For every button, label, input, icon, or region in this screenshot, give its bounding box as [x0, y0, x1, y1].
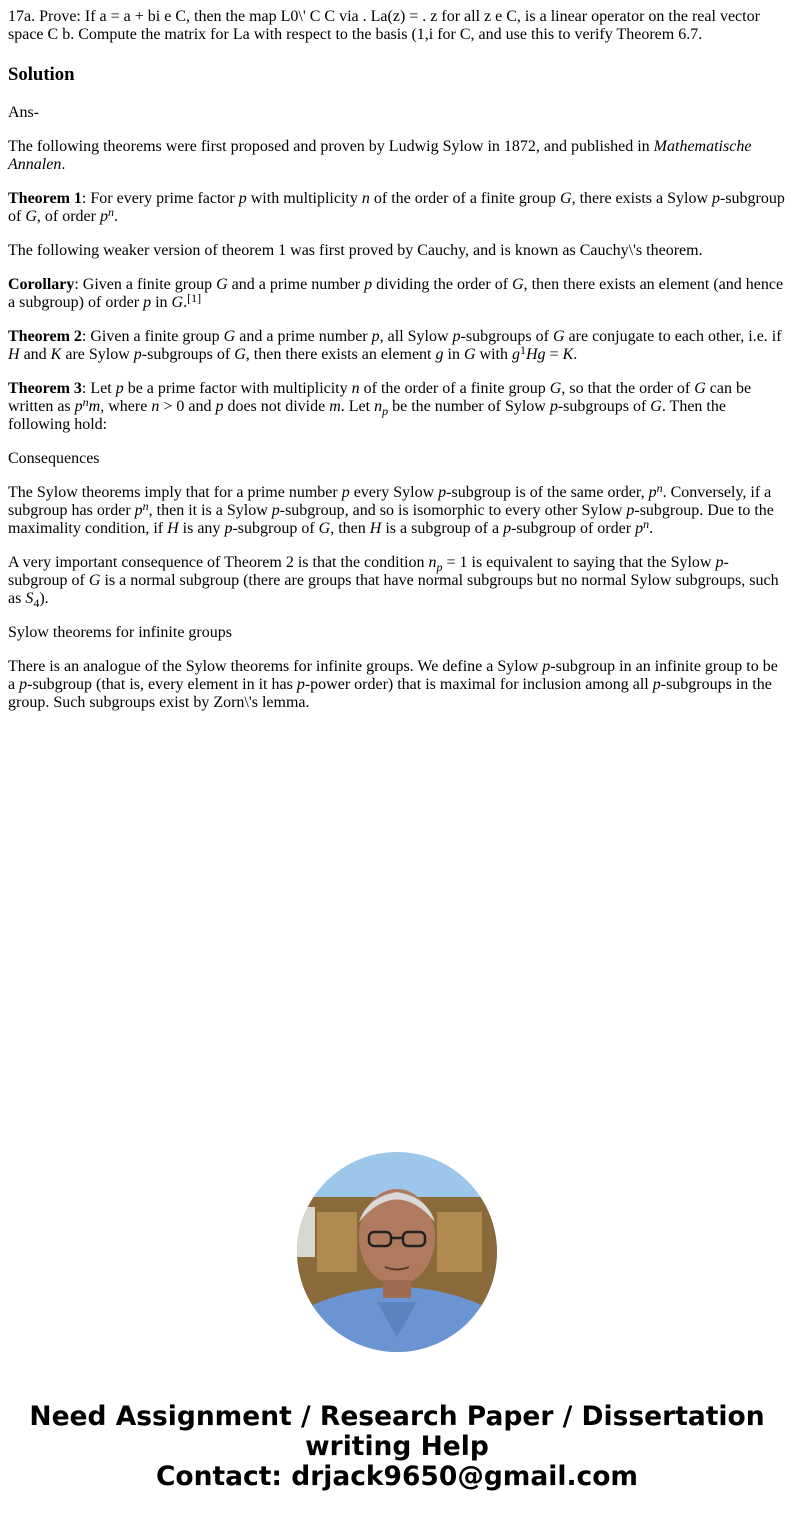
- promo-line-1: Need Assignment / Research Paper / Dissertation: [29, 1401, 765, 1432]
- consequences-paragraph-2: A very important consequence of Theorem 2 is that the condition $n_p = 1$ is equivalent to saying that the Sylow p-subgroup of G is a normal subgroup (there are groups that have normal subgroups but no normal Sylow subgroups, such as $S_4$).: [8, 554, 779, 610]
- answer-label: Ans-: [8, 104, 40, 121]
- theorem-3: Theorem 3: Let p be a prime factor with multiplicity n of the order of a finite group G, so that the order of G can be written as $p^nm$, where n > 0 and p does not divide m. Let $n_p$ be the number of Sylow p-subgroups of G. Then the following hold:: [8, 380, 752, 433]
- journal-name: Mathematische Annalen: [8, 138, 752, 173]
- consequences-heading: Consequences: [8, 450, 100, 467]
- theorem-2: Theorem 2: Given a finite group G and a prime number p, all Sylow p-subgroups of G are conjugate to each other, i.e. if H and K are Sylow p-subgroups of G, then there exists an element g in G with $g^1Hg = K$.: [8, 328, 782, 363]
- question-text: 17a. Prove: If a = a + bi e C, then the map L0\' C C via . La(z) = . z for all z e C, is a linear operator on the real vector space C b. Compute the matrix for La with respect to the basis (1,i for C, and use this to verify Theorem 6.7.: [8, 8, 760, 43]
- infinite-groups-paragraph: There is an analogue of the Sylow theorems for infinite groups. We define a Sylow p-subgroup in an infinite group to be a p-subgroup (that is, every element in it has p-power order) that is maximal for inclusion among all p-subgroups in the group. Such subgroups exist by Zorn\'s lemma.: [8, 658, 778, 711]
- corollary: Corollary: Given a finite group G and a prime number p dividing the order of G, then there exists an element (and hence a subgroup) of order p in G.[1]: [8, 276, 784, 311]
- intro-paragraph: The following theorems were first proposed and proven by Ludwig Sylow in 1872, and published in Mathematische Annalen.: [8, 138, 752, 173]
- theorem-2-label: Theorem 2: [8, 328, 82, 345]
- consequences-paragraph-1: The Sylow theorems imply that for a prime number p every Sylow p-subgroup is of the same order, $p^n$. Conversely, if a subgroup has order $p^n$, then it is a Sylow p-subgroup, and so is isomorphic to every other Sylow p-subgroup. Due to the maximality condition, if H is any p-subgroup of G, then H is a subgroup of a p-subgroup of order $p^n$.: [8, 481, 774, 537]
- solution-heading: Solution: [8, 64, 75, 85]
- promo-contact[interactable]: Contact: drjack9650@gmail.com: [155, 1461, 639, 1492]
- citation-link[interactable]: [1]: [187, 291, 202, 305]
- theorem-1-label: Theorem 1: [8, 190, 82, 207]
- author-portrait-image: [297, 1152, 497, 1352]
- infinite-groups-heading: Sylow theorems for infinite groups: [8, 624, 232, 641]
- theorem-3-label: Theorem 3: [8, 380, 82, 397]
- corollary-label: Corollary: [8, 276, 75, 293]
- promo-text: [0, 1402, 794, 1492]
- article-content: [8, 8, 786, 728]
- theorem-1: Theorem 1: For every prime factor p with multiplicity n of the order of a finite group G, there exists a Sylow p-subgroup of G, of order $p^n$.: [8, 190, 785, 225]
- author-avatar: [297, 1152, 497, 1352]
- promo-line-2: writing Help: [305, 1431, 489, 1462]
- weaker-version-paragraph: The following weaker version of theorem 1 was first proved by Cauchy, and is known as Cauchy\'s theorem.: [8, 242, 703, 259]
